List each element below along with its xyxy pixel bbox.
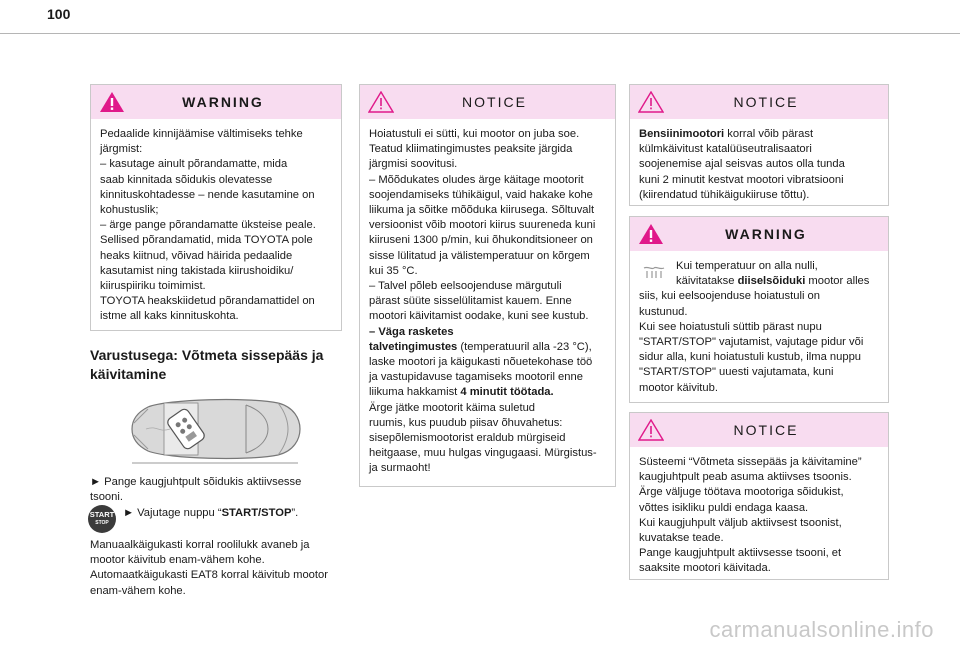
text-line: "START/STOP" vajutamist, vajutage pidur või xyxy=(639,336,864,349)
warning-box-pedals xyxy=(90,84,342,331)
car-keyless-illustration xyxy=(128,393,302,465)
text-line: kuni 2 minutit kestvat mootori vibratsiooni xyxy=(639,173,844,186)
text-line: (kiirendatud tühikäigukiiruse tõttu). xyxy=(639,188,810,201)
watermark: carmanualsonline.info xyxy=(709,617,934,642)
text-line: sisse lülitatud ja välistemperatuur on kõrgem xyxy=(369,249,590,262)
warning-box-diesel xyxy=(629,216,889,403)
text-line: sisepõlemismootorist eraldub mürgiseid xyxy=(369,432,566,445)
text-line: Automaatkäigukasti EAT8 korral käivitub mootor xyxy=(90,569,328,582)
text-line: ja vastupidavuse tagamiseks mootoril enne xyxy=(369,371,583,384)
text-line: Pedaalide kinnijäämise vältimiseks tehke xyxy=(100,128,303,140)
text-line: võttes isikliku puldi endaga kaasa. xyxy=(639,501,809,514)
notice-box-petrol xyxy=(629,84,889,206)
section-title: Varustusega: Võtmeta sissepääs ja käivitamine xyxy=(90,347,324,382)
text-line: Manuaalkäigukasti korral roolilukk avaneb ja xyxy=(90,539,310,551)
text-line: kui 35 °C. xyxy=(369,264,418,277)
notice-box-keyless xyxy=(629,412,889,580)
text-line: kiiruseni 1300 p/min, kui õhukonditsioneer on xyxy=(369,234,593,247)
notice-icon xyxy=(638,91,664,113)
text-line: TOYOTA heakskiidetud põrandamattidel on xyxy=(100,295,315,308)
notice-heading: NOTICE xyxy=(733,422,799,438)
text-line: kinnituskohtadesse – nende kasutamine on xyxy=(100,188,315,201)
text-line: kuvatakse teade. xyxy=(639,532,724,545)
text-line: "START/STOP" uuesti vajutamata, kuni xyxy=(639,366,834,379)
start-stop-icon: START STOP xyxy=(88,505,116,533)
notice-heading: NOTICE xyxy=(733,94,799,110)
glow-plug-icon xyxy=(642,265,666,279)
text-line: Süsteemi “Võtmeta sissepääs ja käivitamine” xyxy=(639,456,862,468)
text-line: kasutamist ning takistada kiirushoidiku/ xyxy=(100,264,294,277)
notice-body: Bensiinimootori korral võib pärast külmkäivitust katalüüseutralisaatori soojenemise ajal seisvas autos olla tunda kuni 2 minutit kestvat mootori vibratsiooni (kiirendatud tühikäigukiiruse tõttu). xyxy=(630,119,888,203)
text-line: järgmisi soovitusi. xyxy=(369,158,458,171)
notice-box-warmup xyxy=(359,84,616,487)
notice-body xyxy=(630,447,888,577)
warning-body xyxy=(91,119,341,325)
warning-icon xyxy=(99,91,125,113)
text-line: – kasutage ainult põrandamatte, mida xyxy=(100,158,288,171)
text-line: ruumis, kus puudub piisav õhuvahetus: xyxy=(369,416,563,429)
text-line: saaksite mootori käivitada. xyxy=(639,562,771,575)
text-line: soojenemise ajal seisvas autos olla tunda xyxy=(639,158,845,171)
text-line: – Talvel põleb eelsoojenduse märgutuli xyxy=(369,280,562,293)
text-line: kohustuslik; xyxy=(100,204,159,217)
text-line: Kui kaugjuhpult väljub aktiivsest tsoonist, xyxy=(639,516,842,529)
warning-heading: WARNING xyxy=(725,226,807,242)
text-line: soojendamiseks tühikäigul, vaid hakake kohe xyxy=(369,188,593,201)
notice-icon xyxy=(368,91,394,113)
text-line: Kui see hoiatustuli süttib pärast nupu xyxy=(639,320,822,333)
warning-box-header xyxy=(91,85,341,119)
text-line: – ärge pange põrandamatte üksteise peale. xyxy=(100,219,316,232)
text-line: mootor käivitub. xyxy=(639,381,718,394)
notice-box-header xyxy=(630,413,888,447)
text-line: külmkäivitust katalüüseutralisaatori xyxy=(639,143,812,156)
text-line: – Mõõdukates oludes ärge käitage mootorit xyxy=(369,173,584,186)
step-2: ► Vajutage nuppu “START/STOP”. xyxy=(123,507,299,519)
text-line: ja surmaoht! xyxy=(369,462,431,475)
text-line: istme all kaks kinnituskohta. xyxy=(100,310,239,323)
text-line: laske mootori ja käigukasti nõuetekohase töö xyxy=(369,356,593,369)
warning-heading: WARNING xyxy=(182,94,264,110)
text-line: saab kinnitada sõidukis olevatesse xyxy=(100,173,273,186)
text-line: Hoiatustuli ei sütti, kui mootor on juba soe. xyxy=(369,128,580,140)
text-line: mootori käivitamist oodake, kuni see kustub. xyxy=(369,310,589,323)
warning-icon xyxy=(638,223,664,245)
text-line: Sellised põrandamatid, mida TOYOTA pole xyxy=(100,234,313,247)
step-1: ► Pange kaugjuhtpult sõidukis aktiivsesse tsooni. xyxy=(90,476,302,504)
text-line: Ärge väljuge töötava mootoriga sõidukist, xyxy=(639,486,844,499)
text-line: Pange kaugjuhtpult aktiivsesse tsooni, et xyxy=(639,547,842,560)
text-line: heitgaase, muu hulgas vingugaasi. Mürgistus- xyxy=(369,447,597,460)
text-line: mootor käivitub enam-vähem kohe. xyxy=(90,554,265,567)
text-line: Teatud kliimatingimustes peaksite järgida xyxy=(369,143,573,156)
notice-body: Hoiatustuli ei sütti, kui mootor on juba soe. Teatud kliimatingimustes peaksite järgida järgmisi soovitusi. – Mõõdukates oludes ärge käitage mootorit soojendamiseks tühikäigul, vaid hakake kohe liikuma ja sõitke mõõduka kiirusega. Sõltuvalt versioonist võib mootori kiirus suureneda kuni kiiruseni 1300 p/min, kui õhukonditsioneer on sisse lülitatud ja välistemperatuur on kõrgem kui 35 °C. – Talvel põleb eelsoojenduse märgutuli pärast süüte sisselülitamist kauem. Enne mootori käivitamist oodake, kuni see kustub. – Väga rasketes talvetingimustes (temperatuuril alla -23 °C), laske mootori ja käigukasti nõuetekohase töö ja vastupidavuse tagamiseks mootoril enne liikuma hakkamist 4 minutit töötada. Ärge jätke mootorit käima suletud ruumis, kus puudub piisav õhuvahetus: sisepõlemismootorist eraldub mürgiseid heitgaase, muu hulgas vingugaasi. Mürgistus- ja surmaoht! xyxy=(360,119,615,477)
text-line: versioonist võib mootori kiirus suureneda kuni xyxy=(369,219,596,232)
text-line: sidur alla, kuni hoiatustuli kustub, ilma nuppu xyxy=(639,351,862,364)
text-line: enam-vähem kohe. xyxy=(90,584,186,597)
text-line: siis, kui eelsoojenduse hoiatustuli on xyxy=(639,290,820,303)
text-line: pärast süüte sisselülitamist kauem. Enne xyxy=(369,295,572,308)
text-line: kiiruspiiriku toimimist. xyxy=(100,280,206,293)
notice-heading: NOTICE xyxy=(462,94,527,110)
text-line: heaks kiitnud, võivad häirida pedaalide xyxy=(100,249,293,262)
text-line: kaugjuhtpult peab asuma aktiivses tsoonis. xyxy=(639,471,852,484)
warning-body: Kui temperatuur on alla nulli, käivitatakse diiselsõiduki mootor alles siis, kui eelsoojenduse hoiatustuli on kustunud. Kui see hoiatustuli süttib pärast nupu "START/STOP" vajutamist, vajutage pidur või sidur alla, kuni hoiatustuli kustub, ilma nuppu "START/STOP" uuesti vajutamata, kuni mootor käivitub. xyxy=(630,251,888,396)
text-line: kustunud. xyxy=(639,305,688,318)
warning-box-header xyxy=(630,217,888,251)
text-line: Ärge jätke mootorit käima suletud xyxy=(369,401,536,414)
header-rule xyxy=(0,33,960,34)
notice-box-header xyxy=(360,85,615,119)
gearbox-paragraph xyxy=(90,538,342,599)
text-line: liikuma ja sõitke mõõduka kiirusega. Sõltuvalt xyxy=(369,204,595,217)
notice-icon xyxy=(638,419,664,441)
text-line: järgmist: xyxy=(100,143,143,156)
page-number: 100 xyxy=(47,6,71,22)
notice-box-header xyxy=(630,85,888,119)
